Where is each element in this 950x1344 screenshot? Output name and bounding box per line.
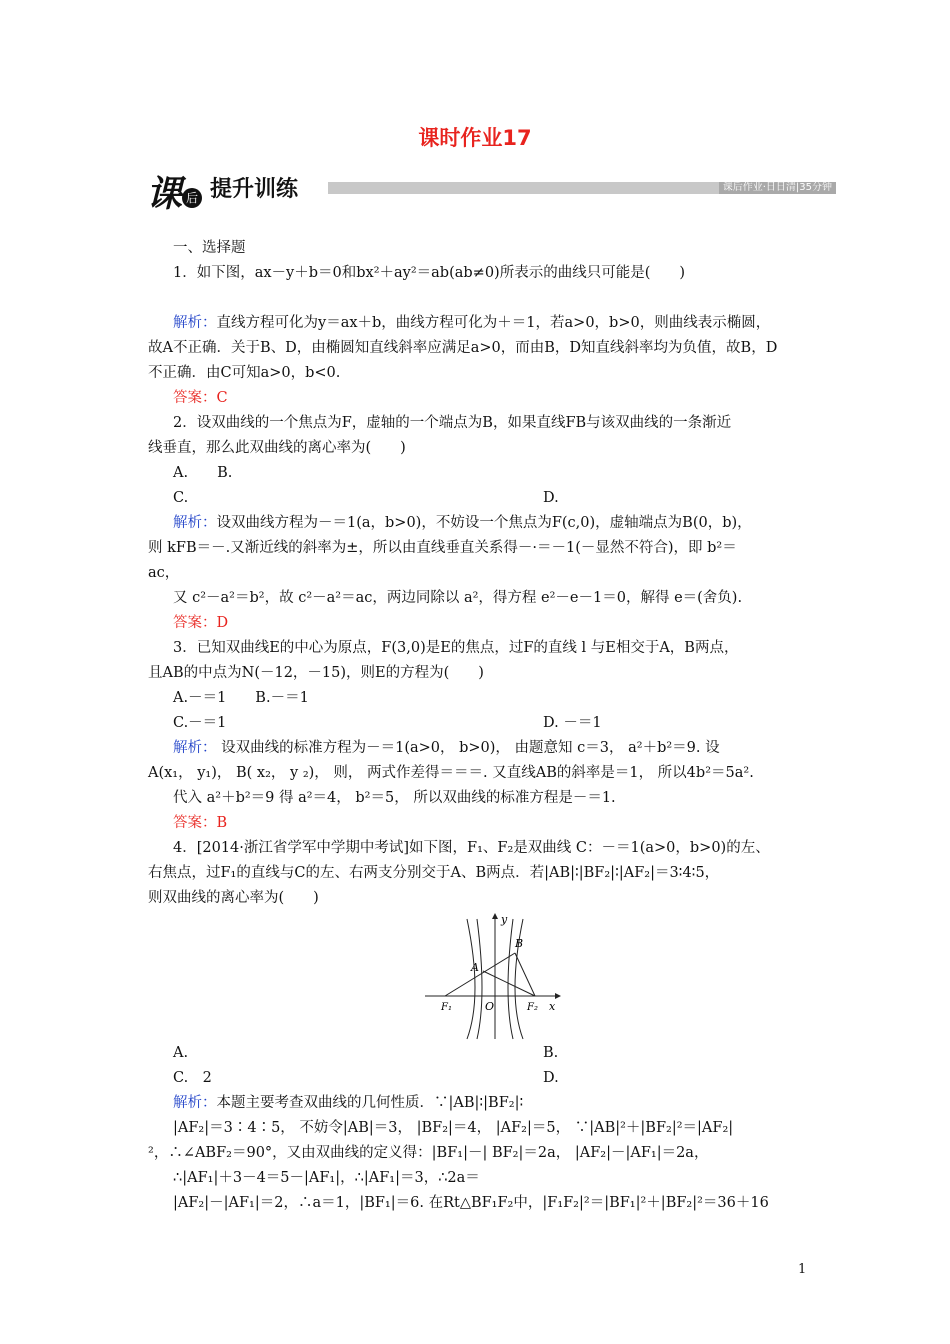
hyperbola-right-inner [508,919,513,1039]
section-banner [146,166,836,215]
label-f1: F₁ [441,1002,452,1013]
q1-jiexi-label: 解析： [173,315,217,331]
banner-tag: 课后作业·日日清|35分钟 [719,182,836,194]
label-y: y [501,913,508,926]
q1-answer: 答案：C [173,390,228,406]
q4-jiexi-5: |AF₂|－|AF₁|＝2，∴a＝1，|BF₁|＝6. 在Rt△BF₁F₂中，|F₁F₂|²＝|BF₁|²＋|BF₂|²＝36＋16 [173,1195,769,1211]
banner-logo: 课 [146,173,183,215]
x-axis-arrow [555,993,561,999]
q3-option-ab: A.－＝1 B.－＝1 [173,690,309,706]
label-x: x [549,1000,556,1013]
label-origin: O [485,1000,495,1013]
q3-option-d: D. －＝1 [543,715,602,731]
q2-jiexi-3: ac， [148,565,180,581]
q4-option-b: B. [543,1045,559,1061]
q2-stem-1: 2．设双曲线的一个焦点为F，虚轴的一个端点为B，如果直线FB与该双曲线的一条渐近 [173,415,732,431]
q1-jiexi-1: 直线方程可化为y＝ax＋b，曲线方程可化为＋＝1，若a>0，b>0，则曲线表示椭圆， [216,315,771,331]
q4-option-d: D. [543,1070,559,1086]
label-a: A [471,961,479,974]
q4-option-c: C. 2 [173,1070,212,1086]
q4-stem-1: 4．[2014·浙江省学军中学期中考试]如下图，F₁、F₂是双曲线 C：－＝1(a>0，b>0)的左、 [173,840,770,856]
q4-jiexi-1: 本题主要考查双曲线的几何性质．∵|AB|∶|BF₂|∶ [216,1095,524,1111]
q1-jiexi-3: 不正确．由C可知a>0，b<0. [148,365,341,381]
hyperbola-left-outer [467,919,475,1039]
q3-jiexi-1: 设双曲线的标准方程为－＝1(a>0， b>0)， 由题意知 c＝3， a²＋b²＝9. 设 [216,740,720,756]
q2-option-c: C. [173,490,189,506]
q3-option-c: C.－＝1 [173,715,227,731]
line-a-f2 [483,971,535,996]
q1-stem: 1．如下图，ax－y＋b＝0和bx²＋ay²＝ab(ab≠0)所表示的曲线只可能是( ) [173,265,686,281]
q4-jiexi-3: ²，∴∠ABF₂＝90°，又由双曲线的定义得：|BF₁|－| BF₂|＝2a， |AF₂|－|AF₁|＝2a， [148,1145,709,1161]
q2-stem-2: 线垂直，那么此双曲线的离心率为( ) [148,440,406,456]
q3-stem-2: 且AB的中点为N(－12，－15)，则E的方程为( ) [148,665,484,681]
q3-answer: 答案：B [173,815,228,831]
y-axis-arrow [492,913,498,919]
banner-bar [328,182,836,194]
q2-option-ab: A. B. [173,465,233,481]
q4-option-a: A. [173,1045,189,1061]
hyperbola-figure [173,911,813,1041]
q2-option-d: D. [543,490,559,506]
q3-stem-1: 3．已知双曲线E的中心为原点，F(3,0)是E的焦点，过F的直线 l 与E相交于A，B两点， [173,640,739,656]
q1-jiexi-2: 故A不正确．关于B、D，由椭圆知直线斜率应满足a>0，而由B，D知直线斜率均为负值，故B，D [148,340,778,356]
label-f2: F₂ [527,1002,538,1013]
q4-stem-2: 右焦点，过F₁的直线与C的左、右两支分别交于A、B两点．若|AB|∶|BF₂|∶|AF₂|＝3∶4∶5， [148,865,720,881]
q2-jiexi-2: 则 kFB＝－.又渐近线的斜率为±，所以由直线垂直关系得－·＝－1(－显然不符合)，即 b²＝ [148,540,737,556]
q4-jiexi-4: ∴|AF₁|＋3－4＝5－|AF₁|，∴|AF₁|＝3，∴2a＝ [173,1170,480,1186]
q3-jiexi-label: 解析： [173,740,217,756]
q2-jiexi-1: 设双曲线方程为－＝1(a，b>0)，不妨设一个焦点为F(c,0)，虚轴端点为B(0，b)， [216,515,752,531]
q2-answer: 答案：D [173,615,229,631]
label-b: B [515,937,524,950]
document-body [148,236,813,1216]
section-heading: 一、选择题 [173,240,246,256]
q4-jiexi-label: 解析： [173,1095,217,1111]
banner-logo-badge: 后 [182,188,202,208]
q4-stem-3: 则双曲线的离心率为( ) [148,890,319,906]
hyperbola-diagram [423,911,563,1041]
hyperbola-left-inner [477,919,482,1039]
q3-jiexi-2: A(x₁， y₁)， B( x₂， y ₂)， 则， 两式作差得＝＝＝. 又直线AB的斜率是＝1， 所以4b²＝5a². [148,765,754,781]
banner-heading: 提升训练 [210,177,299,202]
line-b-f2 [515,953,535,996]
q3-jiexi-3: 代入 a²＋b²＝9 得 a²＝4， b²＝5， 所以双曲线的标准方程是－＝1. [173,790,616,806]
q4-jiexi-2: |AF₂|＝3∶4∶5， 不妨令|AB|＝3， |BF₂|＝4， |AF₂|＝5， ∵|AB|²＋|BF₂|²＝|AF₂| [173,1120,734,1136]
page-title: 课时作业17 [418,126,532,150]
line-f1-b [445,953,515,996]
q2-jiexi-4: 又 c²－a²＝b²，故 c²－a²＝ac，两边同除以 a²，得方程 e²－e－1＝0，解得 e＝(舍负). [173,590,743,606]
page-number: 1 [798,1262,807,1277]
q2-jiexi-label: 解析： [173,515,217,531]
